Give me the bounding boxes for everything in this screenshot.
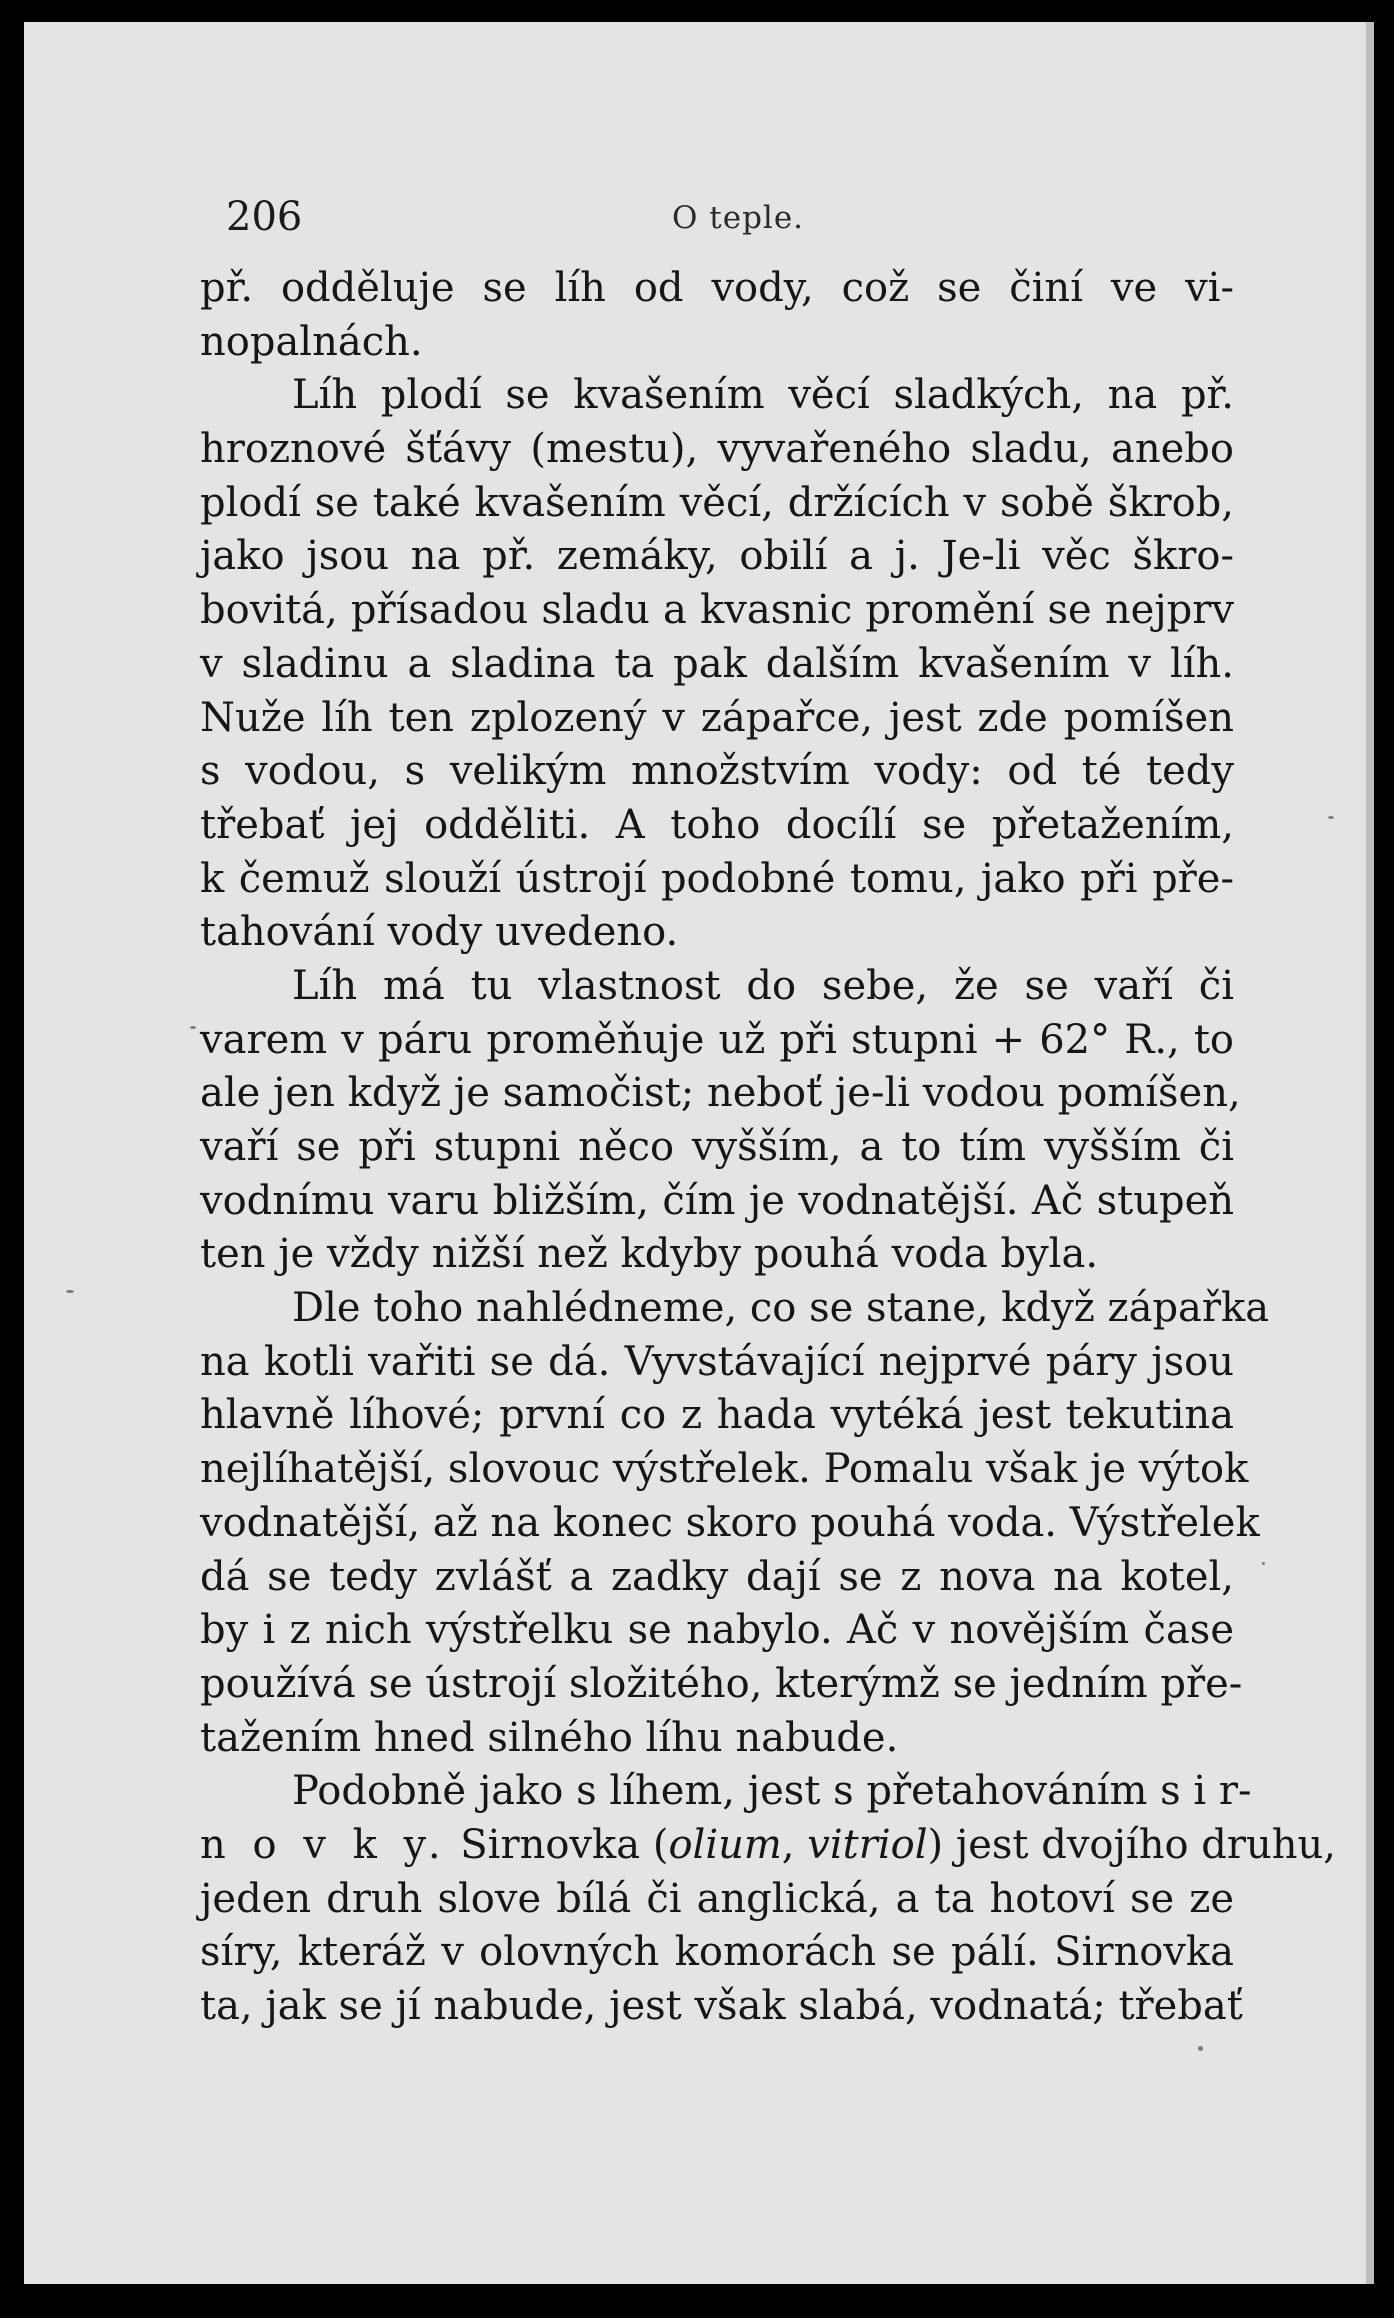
spaced-word: n o v k y.	[200, 1821, 448, 1868]
running-title: O teple.	[672, 200, 805, 236]
text-line: Líh má tu vlastnost do sebe, že se vaří či	[292, 962, 1234, 1009]
paper-speck	[1198, 2046, 1203, 2051]
text-line: nopalnách.	[200, 318, 423, 365]
text-line: Nuže líh ten zplozený v zápařce, jest zde pomíšen	[200, 694, 1234, 741]
text-line: tahování vody uvedeno.	[200, 909, 679, 956]
paper-speck	[1262, 1562, 1265, 1565]
text-line: plodí se také kvašením věcí, držících v sobě škrob,	[200, 479, 1234, 526]
text-line: ale jen když je samočist; neboť je-li vodou pomíšen,	[200, 1070, 1241, 1117]
page-header	[202, 194, 1242, 264]
text-line: varem v páru proměňuje už při stupni + 62° R., to	[200, 1016, 1234, 1063]
text-line: ten je vždy nižší než kdyby pouhá voda byla.	[200, 1231, 1099, 1278]
paper-speck	[190, 1026, 196, 1029]
text-line: používá se ústrojí složitého, kterýmž se jedním pře-	[200, 1660, 1243, 1707]
text-line: Dle toho nahlédneme, co se stane, když zápařka	[292, 1285, 1270, 1332]
text-run: Sirnovka (	[447, 1821, 669, 1868]
text-line: bovitá, přísadou sladu a kvasnic promění se nejprv	[200, 587, 1234, 634]
text-line-mixed	[200, 1819, 1336, 1873]
text-line: hroznové šťávy (mestu), vyvařeného sladu, anebo	[200, 426, 1234, 473]
paper-speck	[1328, 816, 1334, 819]
text-line: Líh plodí se kvašením věcí sladkých, na př.	[292, 372, 1234, 419]
text-line: s vodou, s velikým množstvím vody: od té tedy	[200, 748, 1234, 795]
text-line: vaří se při stupni něco vyšším, a to tím vyšším či	[200, 1124, 1234, 1170]
text-line: jeden druh slove bílá či anglická, a ta hotoví se ze	[200, 1875, 1234, 1922]
text-line: by i z nich výstřelku se nabylo. Ač v novějším čase	[200, 1607, 1234, 1654]
page-number: 206	[226, 194, 303, 240]
italic-term: olium	[668, 1821, 782, 1868]
text-line: vodnatější, až na konec skoro pouhá voda. Výstřelek	[200, 1499, 1260, 1546]
text-line: na kotli vařiti se dá. Vyvstávající nejprvé páry jsou	[200, 1338, 1234, 1385]
paper-speck	[66, 1290, 74, 1293]
text-line: hlavně líhové; první co z hada vytéká jest tekutina	[200, 1392, 1234, 1439]
text-line: př. odděluje se líh od vody, což se činí ve vi-	[200, 265, 1234, 311]
text-run: ) jest dvojího druhu,	[927, 1821, 1336, 1868]
body-text	[200, 262, 1336, 2034]
text-line: k čemuž slouží ústrojí podobné tomu, jako při pře-	[200, 855, 1234, 902]
text-line: v sladinu a sladina ta pak dalším kvašením v líh.	[200, 640, 1234, 687]
text-line: síry, kteráž v olovných komorách se pálí. Sirnovka	[200, 1929, 1234, 1976]
text-line: ta, jak se jí nabude, jest však slabá, vodnatá; třebať	[200, 1983, 1243, 2029]
text-line: jako jsou na př. zemáky, obilí a j. Je-li věc škro-	[200, 533, 1234, 580]
text-line: dá se tedy zvlášť a zadky dají se z nova na kotel,	[200, 1553, 1234, 1600]
italic-term: vitriol	[807, 1821, 928, 1868]
text-line: třebať jej odděliti. A toho docílí se přetažením,	[200, 801, 1234, 848]
page-edge	[1366, 22, 1374, 2284]
text-line: tažením hned silného líhu nabude.	[200, 1714, 899, 1761]
text-line: nejlíhatější, slovouc výstřelek. Pomalu však je výtok	[200, 1446, 1249, 1493]
text-line: Podobně jako s líhem, jest s přetahováním s i r-	[292, 1768, 1252, 1815]
text-line: vodnímu varu bližším, čím je vodnatější. Ač stupeň	[200, 1177, 1234, 1224]
text-run: ,	[781, 1821, 808, 1868]
